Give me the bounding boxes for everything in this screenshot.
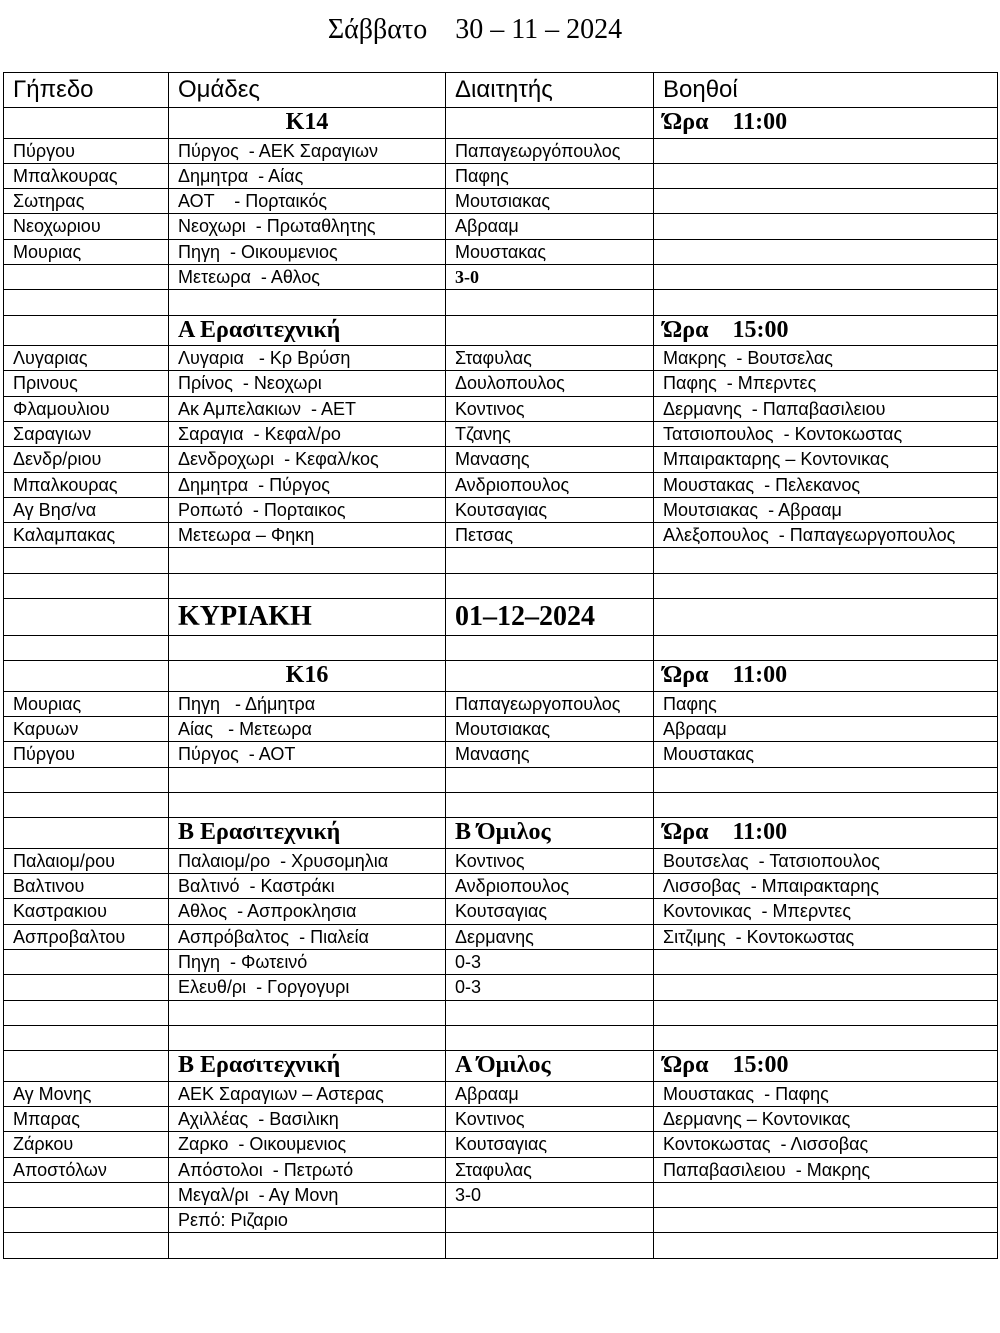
assistants-cell: Μουστακας [654,742,998,767]
teams-cell: Δημητρα - Πύργος [169,472,446,497]
ground-cell: Αγ Βησ/να [4,497,169,522]
assistants-cell: Βουτσελας - Τατσιοπουλος [654,848,998,873]
section-group: Β Όμιλος [446,818,654,849]
referee-cell: Παπαγεωργοπουλος [446,691,654,716]
teams-cell: Μετεωρα - Αθλος [169,264,446,289]
teams-cell: Πηγη - Φωτεινό [169,950,446,975]
assistants-cell: Κοντοκωστας - Λισσοβας [654,1132,998,1157]
assistants-cell [654,950,998,975]
ground-cell: Καρυων [4,717,169,742]
table-row [4,239,998,264]
assistants-cell: Δερμανης - Παπαβασιλειου [654,396,998,421]
teams-cell: Μετεωρα – Φηκη [169,523,446,548]
assistants-cell [654,239,998,264]
empty-row [4,1025,998,1050]
section-header-a-amateur [4,315,998,346]
teams-cell: Παλαιομ/ρο - Χρυσομηλια [169,848,446,873]
assistants-cell: Λισσοβας - Μπαιρακταρης [654,874,998,899]
ground-cell: Λυγαριας [4,346,169,371]
ground-cell [4,975,169,1000]
assistants-cell [654,138,998,163]
referee-cell: Μουτσιακας [446,717,654,742]
ground-cell [4,1182,169,1207]
ground-cell: Μουριας [4,691,169,716]
ground-cell: Αγ Μονης [4,1081,169,1106]
ground-cell: Πύργου [4,138,169,163]
page-title: Σάββατο 30 – 11 – 2024 [327,14,623,45]
section-time: Ώρα 15:00 [654,1051,998,1082]
table-row [4,924,998,949]
assistants-cell [654,189,998,214]
table-row [4,1132,998,1157]
assistants-cell: Μουστακας - Παφης [654,1081,998,1106]
assistants-cell [654,214,998,239]
section-title: Β Ερασιτεχνική [169,1051,446,1082]
ground-cell: Πρινους [4,371,169,396]
section-header-k16 [4,661,998,692]
referee-cell: Σταφυλας [446,346,654,371]
table-row [4,447,998,472]
header-row [4,73,998,108]
empty-row [4,793,998,818]
table-row [4,1182,998,1207]
referee-cell [446,1208,654,1233]
table-row [4,371,998,396]
section-time: Ώρα 15:00 [654,315,998,346]
table-row [4,421,998,446]
empty-row [4,1233,998,1258]
teams-cell: Ασπρόβαλτος - Πιαλεία [169,924,446,949]
teams-cell: Ζαρκο - Οικουμενιος [169,1132,446,1157]
table-row [4,472,998,497]
table-row [4,975,998,1000]
table-row [4,1107,998,1132]
assistants-cell: Μακρης - Βουτσελας [654,346,998,371]
sunday-header-row [4,599,998,636]
ground-cell: Μπαλκουρας [4,163,169,188]
teams-cell: Πρίνος - Νεοχωρι [169,371,446,396]
referee-cell: Παπαγεωργόπουλος [446,138,654,163]
referee-cell: Κουτσαγιας [446,1132,654,1157]
assistants-cell [654,264,998,289]
assistants-cell [654,1208,998,1233]
teams-cell: Βαλτινό - Καστράκι [169,874,446,899]
table-row [4,1208,998,1233]
assistants-cell [654,163,998,188]
assistants-cell: Παφης - Μπερντες [654,371,998,396]
referee-cell: 0-3 [446,950,654,975]
table-row [4,950,998,975]
referee-cell: Δουλοπουλος [446,371,654,396]
section-title: Α Ερασιτεχνική [169,315,446,346]
empty-row [4,1000,998,1025]
section-time: Ώρα 11:00 [654,108,998,139]
referee-cell: Αβρααμ [446,214,654,239]
assistants-cell [654,1182,998,1207]
ground-cell: Καστρακιου [4,899,169,924]
header-assistants: Βοηθοί [654,73,998,108]
ground-cell: Καλαμπακας [4,523,169,548]
teams-cell: Αχιλλέας - Βασιλικη [169,1107,446,1132]
empty-row [4,573,998,598]
teams-cell: Λυγαρια - Κρ Βρύση [169,346,446,371]
teams-cell: Απόστολοι - Πετρωτό [169,1157,446,1182]
table-row [4,264,998,289]
ground-cell: Πύργου [4,742,169,767]
day-date: 01–12–2024 [446,599,654,636]
teams-cell: Δενδροχωρι - Κεφαλ/κος [169,447,446,472]
table-row [4,346,998,371]
assistants-cell: Σιτζιμης - Κοντοκωστας [654,924,998,949]
ground-cell: Ζάρκου [4,1132,169,1157]
referee-cell: Ανδριοπουλος [446,874,654,899]
table-row [4,848,998,873]
table-row [4,214,998,239]
table-row [4,396,998,421]
referee-cell: Μουστακας [446,239,654,264]
ground-cell: Παλαιομ/ρου [4,848,169,873]
table-row [4,1081,998,1106]
referee-cell: 0-3 [446,975,654,1000]
fixtures-table [3,72,998,1259]
table-row [4,717,998,742]
empty-row [4,767,998,792]
referee-cell: Μουτσιακας [446,189,654,214]
teams-cell: Αθλος - Ασπροκλησια [169,899,446,924]
section-time: Ώρα 11:00 [654,661,998,692]
teams-cell: ΑΟΤ - Πορταικός [169,189,446,214]
section-header-b-amateur-group-a [4,1051,998,1082]
teams-cell: Πύργος - ΑΕΚ Σαραγιων [169,138,446,163]
header-teams: Ομάδες [169,73,446,108]
ground-cell: Σαραγιων [4,421,169,446]
ground-cell: Ασπροβαλτου [4,924,169,949]
assistants-cell: Μουτσιακας - Αβρααμ [654,497,998,522]
header-ground: Γήπεδο [4,73,169,108]
section-header-k14 [4,108,998,139]
table-row [4,742,998,767]
section-title: K14 [169,108,446,139]
assistants-cell: Μουστακας - Πελεκανος [654,472,998,497]
teams-cell: ΑΕΚ Σαραγιων – Αστερας [169,1081,446,1106]
empty-row [4,548,998,573]
assistants-cell: Αβρααμ [654,717,998,742]
assistants-cell: Τατσιοπουλος - Κοντοκωστας [654,421,998,446]
referee-cell: 3-0 [446,264,654,289]
referee-cell: Αβρααμ [446,1081,654,1106]
teams-cell: Ρεπό: Ριζαριο [169,1208,446,1233]
table-row [4,523,998,548]
referee-cell: Κοντινος [446,1107,654,1132]
section-group: Α Όμιλος [446,1051,654,1082]
table-row [4,163,998,188]
table-row [4,189,998,214]
teams-cell: Σαραγια - Κεφαλ/ρο [169,421,446,446]
teams-cell: Νεοχωρι - Πρωταθλητης [169,214,446,239]
teams-cell: Ακ Αμπελακιων - ΑΕΤ [169,396,446,421]
referee-cell: Ανδριοπουλος [446,472,654,497]
referee-cell: Κοντινος [446,848,654,873]
table-row [4,497,998,522]
empty-row [4,636,998,661]
empty-row [4,290,998,315]
section-title: K16 [169,661,446,692]
ground-cell: Δενδρ/ριου [4,447,169,472]
referee-cell: Σταφυλας [446,1157,654,1182]
table-row [4,1157,998,1182]
ground-cell [4,950,169,975]
ground-cell: Βαλτινου [4,874,169,899]
referee-cell: Κουτσαγιας [446,497,654,522]
ground-cell: Αποστόλων [4,1157,169,1182]
ground-cell [4,1208,169,1233]
teams-cell: Μεγαλ/ρι - Αγ Μονη [169,1182,446,1207]
ground-cell: Σωτηρας [4,189,169,214]
table-row [4,899,998,924]
assistants-cell: Κοντονικας - Μπερντες [654,899,998,924]
ground-cell: Μπαλκουρας [4,472,169,497]
assistants-cell: Παφης [654,691,998,716]
referee-cell: Πετσας [446,523,654,548]
section-title: Β Ερασιτεχνική [169,818,446,849]
referee-cell: Μανασης [446,742,654,767]
teams-cell: Πηγη - Δήμητρα [169,691,446,716]
section-time: Ώρα 11:00 [654,818,998,849]
assistants-cell: Δερμανης – Κοντονικας [654,1107,998,1132]
assistants-cell: Αλεξοπουλος - Παπαγεωργοπουλος [654,523,998,548]
referee-cell: Παφης [446,163,654,188]
section-header-b-amateur-group-b [4,818,998,849]
ground-cell: Φλαμουλιου [4,396,169,421]
ground-cell: Νεοχωριου [4,214,169,239]
referee-cell: Κουτσαγιας [446,899,654,924]
referee-cell: Τζανης [446,421,654,446]
teams-cell: Αίας - Μετεωρα [169,717,446,742]
assistants-cell: Μπαιρακταρης – Κοντονικας [654,447,998,472]
referee-cell: 3-0 [446,1182,654,1207]
table-row [4,874,998,899]
ground-cell: Μουριας [4,239,169,264]
table-row [4,691,998,716]
ground-cell: Μπαρας [4,1107,169,1132]
teams-cell: Ροπωτό - Πορταικος [169,497,446,522]
day-label: ΚΥΡΙΑΚΗ [169,599,446,636]
referee-cell: Μανασης [446,447,654,472]
ground-cell [4,264,169,289]
teams-cell: Ελευθ/ρι - Γοργογυρι [169,975,446,1000]
teams-cell: Πύργος - ΑΟΤ [169,742,446,767]
assistants-cell: Παπαβασιλειου - Μακρης [654,1157,998,1182]
teams-cell: Δημητρα - Αίας [169,163,446,188]
table-row [4,138,998,163]
assistants-cell [654,975,998,1000]
referee-cell: Δερμανης [446,924,654,949]
teams-cell: Πηγη - Οικουμενιος [169,239,446,264]
referee-cell: Κοντινος [446,396,654,421]
header-referee: Διαιτητής [446,73,654,108]
